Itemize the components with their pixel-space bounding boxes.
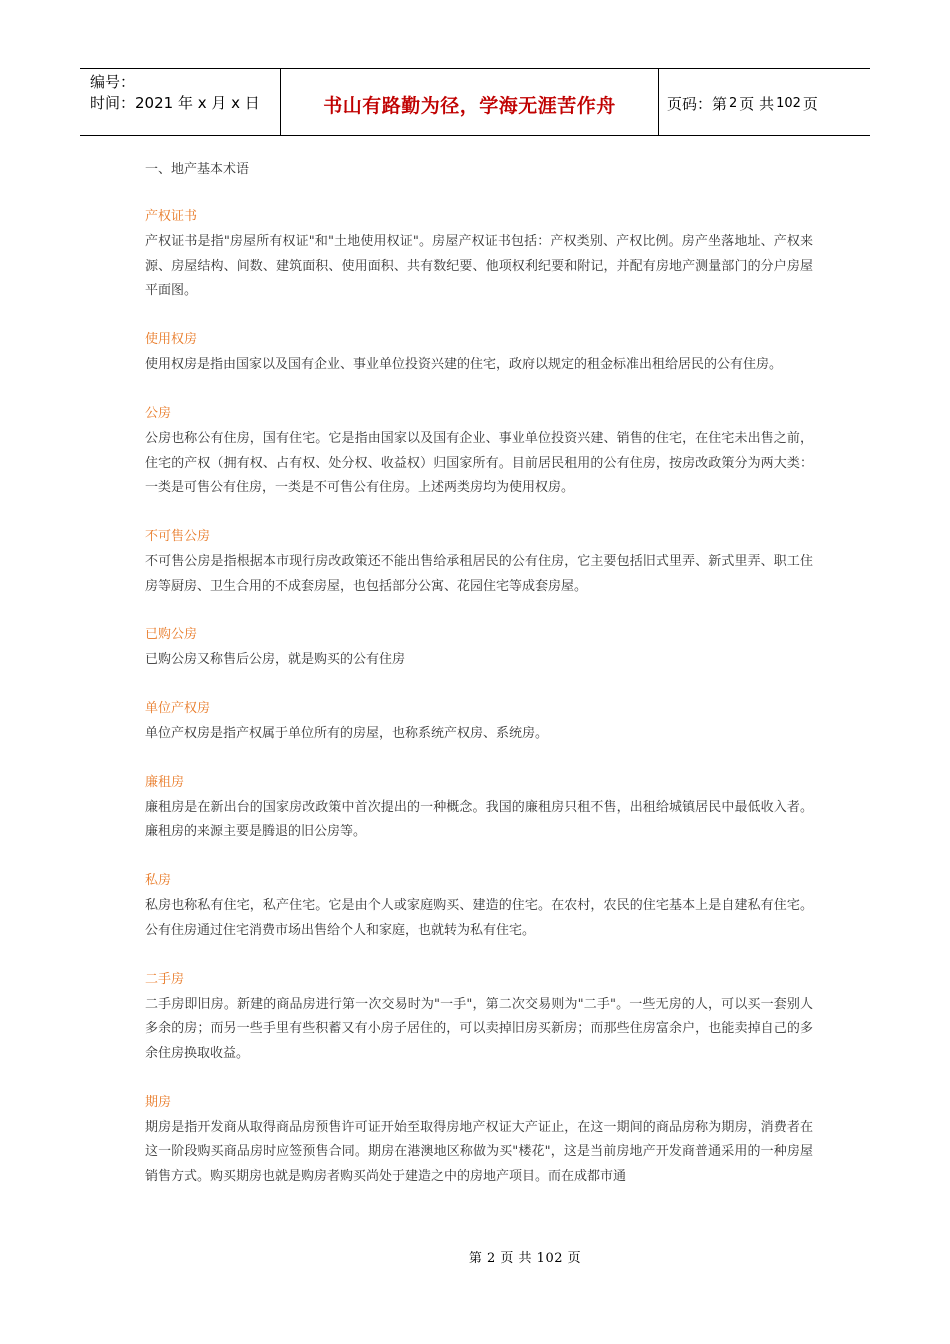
- term-item: [145, 772, 813, 845]
- page-footer: 第 2 页 共 102 页: [468, 1251, 582, 1266]
- term-body: 已购公房又称售后公房，就是购买的公有住房: [145, 652, 406, 668]
- term-body: 使用权房是指由国家以及国有企业、事业单位投资兴建的住宅，政府以规定的租金标准出租给居民的公有住房。: [145, 357, 783, 373]
- term-body: 单位产权房是指产权属于单位所有的房屋，也称系统产权房、系统房。: [145, 726, 549, 742]
- term-body: 二手房即旧房。新建的商品房进行第一次交易时为"一手"，第二次交易则为"二手"。一些无房的人，可以买一套别人多余的房；而另一些手里有些积蓄又有小房子居住的，可以卖掉旧房买新房；而那些住房富余户，也能卖掉自己的多余住房换取收益。: [145, 996, 813, 1061]
- document-content: [145, 160, 813, 1215]
- term-title: 使用权房: [145, 332, 198, 348]
- number-label: 编号：: [90, 73, 136, 91]
- term-item: [145, 624, 813, 673]
- term-item: [145, 206, 813, 304]
- term-title: 期房: [145, 1094, 172, 1110]
- page-current: 2: [729, 95, 738, 111]
- term-item: [145, 329, 813, 378]
- term-item: [145, 403, 813, 501]
- page-mid: 页 共: [739, 94, 775, 113]
- term-title: 不可售公房: [145, 528, 211, 544]
- term-body: 公房也称公有住房，国有住宅。它是指由国家以及国有企业、事业单位投资兴建、销售的住宅，在住宅未出售之前，住宅的产权（拥有权、占有权、处分权、收益权）归国家所有。目前居民租用的公有住房，按房改政策分为两大类：一类是可售公有住房，一类是不可售公有住房。上述两类房均为使用权房。: [145, 430, 813, 496]
- term-item: [145, 870, 813, 943]
- time-label: 时间：2021 年 x 月 x 日: [90, 94, 260, 112]
- term-item: [145, 969, 813, 1067]
- term-title: 产权证书: [145, 209, 198, 224]
- term-item: [145, 1092, 813, 1190]
- term-body: 不可售公房是指根据本市现行房改政策还不能出售给承租居民的公有住房，它主要包括旧式里弄、新式里弄、职工住房等厨房、卫生合用的不成套房屋，也包括部分公寓、花园住宅等成套房屋。: [145, 553, 813, 594]
- term-title: 二手房: [145, 971, 185, 987]
- term-body: 廉租房是在新出台的国家房改政策中首次提出的一种概念。我国的廉租房只租不售，出租给城镇居民中最低收入者。廉租房的来源主要是腾退的旧公房等。: [145, 799, 813, 840]
- term-body: 私房也称私有住宅，私产住宅。它是由个人或家庭购买、建造的住宅。在农村，农民的住宅基本上是自建私有住宅。公有住房通过住宅消费市场出售给个人和家庭，也就转为私有住宅。: [145, 898, 813, 938]
- page-prefix: 页码：第: [667, 94, 728, 113]
- term-title: 已购公房: [145, 627, 198, 643]
- term-title: 廉租房: [145, 774, 185, 790]
- header-page-info: [659, 69, 870, 135]
- term-body: 期房是指开发商从取得商品房预售许可证开始至取得房地产权证大产证止，在这一期间的商品房称为期房，消费者在这一阶段购买商品房时应签预售合同。期房在港澳地区称做为买"楼花"，这是当前房地产开发商普通采用的一种房屋销售方式。购买期房也就是购房者购买尚处于建造之中的房地产项目。而在成都市通: [145, 1119, 813, 1185]
- term-title: 单位产权房: [145, 701, 211, 717]
- term-item: [145, 698, 813, 747]
- document-header: [80, 68, 870, 136]
- header-meta: [80, 69, 281, 135]
- section-title: 一、地产基本术语: [145, 162, 250, 177]
- header-motto: 书山有路勤为径，学海无涯苦作舟: [281, 69, 659, 135]
- term-title: 私房: [145, 873, 172, 889]
- page-total: 102: [776, 95, 801, 111]
- term-title: 公房: [145, 405, 172, 421]
- term-item: [145, 526, 813, 599]
- page-suffix: 页: [802, 94, 818, 113]
- term-body: 产权证书是指"房屋所有权证"和"土地使用权证"。房屋产权证书包括：产权类别、产权比例。房产坐落地址、产权来源、房屋结构、间数、建筑面积、使用面积、共有数纪要、他项权利纪要和附记，并配有房地产测量部门的分户房屋平面图。: [145, 234, 813, 299]
